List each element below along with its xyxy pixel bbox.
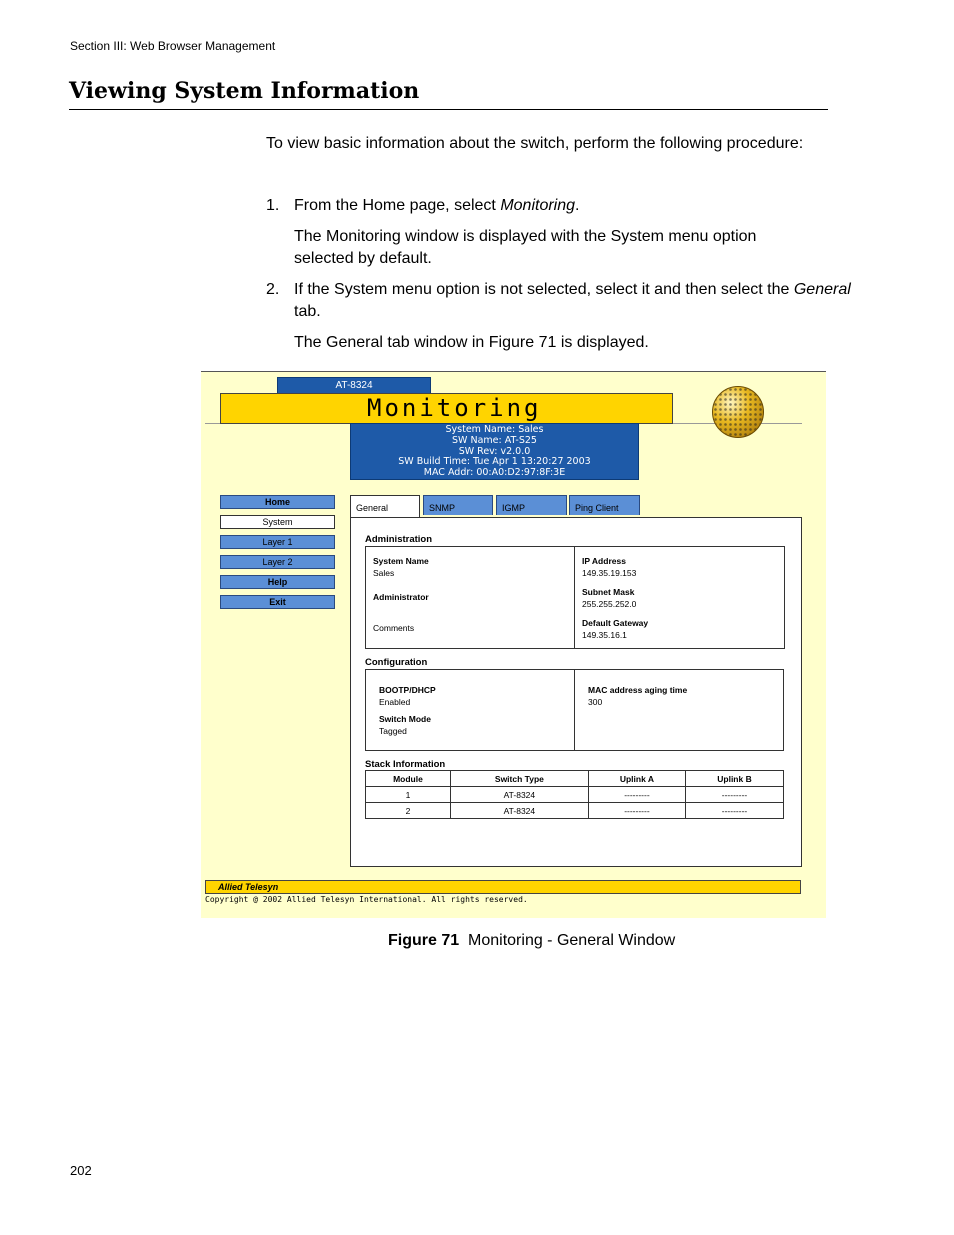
subnet-mask-value: 255.255.252.0 <box>582 599 637 609</box>
system-info-line: SW Rev: v2.0.0 <box>458 445 531 457</box>
system-name-label: System Name <box>373 556 429 566</box>
table-row <box>366 803 784 819</box>
mac-aging-value: 300 <box>588 697 603 707</box>
step-2-result: The General tab window in Figure 71 is displayed. <box>294 334 649 351</box>
nav-layer2-button[interactable]: Layer 2 <box>220 555 335 569</box>
column-header: Uplink B <box>685 771 783 787</box>
system-name-value: Sales <box>373 568 395 578</box>
step-2 <box>266 279 856 323</box>
subnet-mask-label: Subnet Mask <box>582 587 635 597</box>
table-header-row <box>366 771 784 787</box>
footer-bar <box>205 880 801 894</box>
globe-logo-icon <box>712 386 764 438</box>
switch-mode-label: Switch Mode <box>379 714 431 724</box>
figure-caption <box>388 932 675 950</box>
default-gateway-value: 149.35.16.1 <box>582 630 627 640</box>
page-title: Viewing System Information <box>69 78 420 104</box>
stack-information-title: Stack Information <box>365 759 446 770</box>
system-info-panel <box>350 423 639 480</box>
switch-mode-value: Tagged <box>379 726 407 736</box>
figure-label: Figure 71 <box>388 932 460 949</box>
tab-snmp[interactable]: SNMP <box>423 495 493 515</box>
step-emphasis: Monitoring <box>500 197 576 214</box>
bootp-label: BOOTP/DHCP <box>379 685 436 695</box>
table-cell: 2 <box>366 803 451 819</box>
ip-address-value: 149.35.19.153 <box>582 568 637 578</box>
mac-aging-label: MAC address aging time <box>588 685 688 695</box>
device-tab[interactable]: AT-8324 <box>277 377 431 394</box>
step-text: If the System menu option is not selected, select it and then select the <box>294 281 794 298</box>
ip-address-label: IP Address <box>582 556 626 566</box>
allied-telesyn-logo: Allied Telesyn <box>218 882 279 892</box>
column-header: Uplink A <box>588 771 685 787</box>
table-cell: --------- <box>685 803 783 819</box>
tab-general[interactable]: General <box>350 495 420 518</box>
default-gateway-label: Default Gateway <box>582 618 649 628</box>
table-cell: --------- <box>685 787 783 803</box>
page-number: 202 <box>70 1163 92 1178</box>
step-emphasis: General <box>793 281 851 298</box>
table-cell: 1 <box>366 787 451 803</box>
nav-home-button[interactable]: Home <box>220 495 335 509</box>
system-info-line: SW Name: AT-S25 <box>452 434 537 446</box>
step-text: From the Home page, select <box>294 197 501 214</box>
table-cell: AT-8324 <box>450 803 588 819</box>
section-header: Section III: Web Browser Management <box>70 39 276 53</box>
tab-ping-client[interactable]: Ping Client <box>569 495 640 515</box>
system-info-line: SW Build Time: Tue Apr 1 13:20:27 2003 <box>398 456 591 468</box>
nav-help-button[interactable]: Help <box>220 575 335 589</box>
intro-paragraph: To view basic information about the switch, perform the following procedure: <box>266 135 804 152</box>
administration-title: Administration <box>365 534 433 545</box>
general-panel <box>350 517 802 867</box>
tab-igmp[interactable]: IGMP <box>496 495 567 515</box>
banner-title: Monitoring <box>367 394 542 422</box>
step-1 <box>266 195 826 217</box>
monitoring-banner <box>220 393 673 424</box>
configuration-box <box>365 669 784 751</box>
stack-table <box>365 770 784 819</box>
table-cell: --------- <box>588 803 685 819</box>
step-number: 2. <box>266 281 280 298</box>
administrator-label: Administrator <box>373 592 429 602</box>
column-header: Module <box>366 771 451 787</box>
step-text-end: tab. <box>294 303 321 320</box>
title-rule <box>69 109 828 110</box>
nav-system-button[interactable]: System <box>220 515 335 529</box>
copyright-text: Copyright @ 2002 Allied Telesyn International. All rights reserved. <box>205 895 528 904</box>
monitoring-screenshot <box>201 371 826 918</box>
figure-caption-text: Monitoring - General Window <box>468 932 676 949</box>
nav-exit-button[interactable]: Exit <box>220 595 335 609</box>
table-row <box>366 787 784 803</box>
administration-box <box>365 546 785 649</box>
column-header: Switch Type <box>450 771 588 787</box>
table-cell: --------- <box>588 787 685 803</box>
step-1-result: The Monitoring window is displayed with the System menu option selected by default. <box>294 228 757 267</box>
nav-layer1-button[interactable]: Layer 1 <box>220 535 335 549</box>
table-cell: AT-8324 <box>450 787 588 803</box>
comments-label: Comments <box>373 623 415 633</box>
system-info-line: MAC Addr: 00:A0:D2:97:8F:3E <box>423 467 566 479</box>
bootp-value: Enabled <box>379 697 411 707</box>
system-info-line: System Name: Sales <box>445 424 544 435</box>
step-number: 1. <box>266 197 280 214</box>
configuration-title: Configuration <box>365 657 428 668</box>
step-text-end: . <box>575 197 580 214</box>
